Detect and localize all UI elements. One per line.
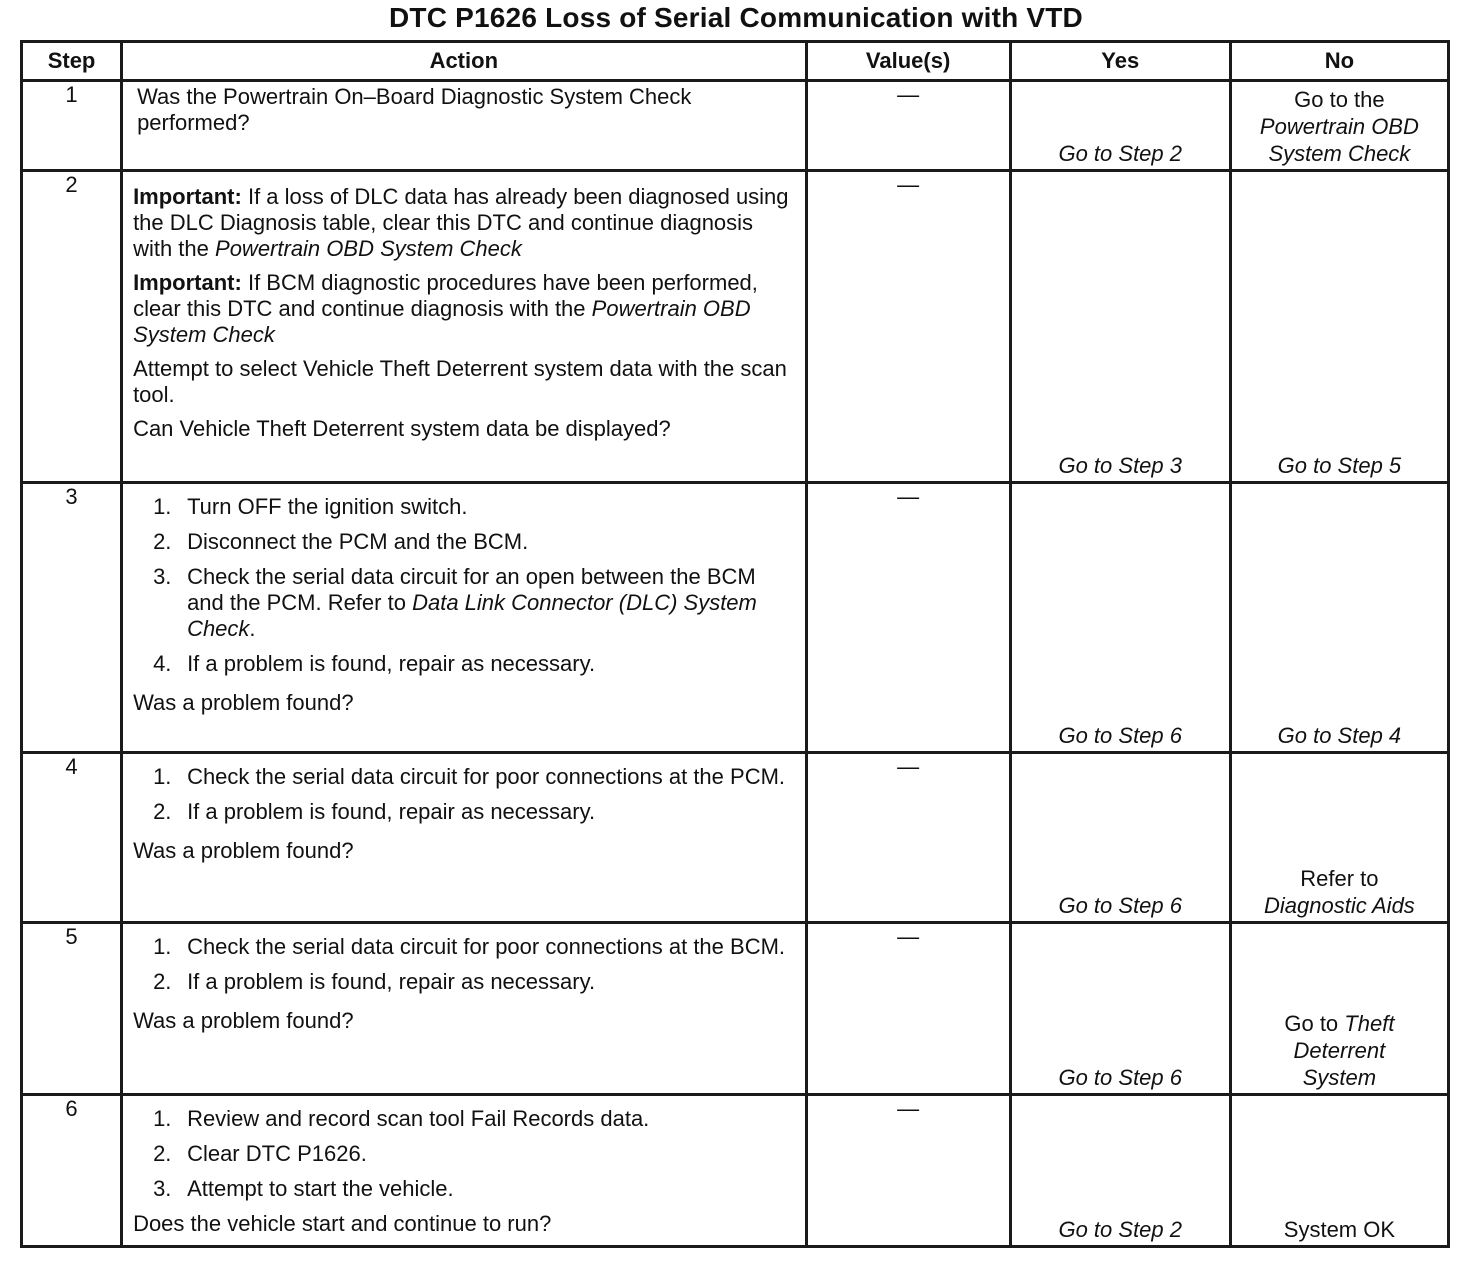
value-dash: — (897, 754, 920, 779)
step-number: 3 (22, 483, 122, 753)
step-number: 5 (22, 923, 122, 1095)
important-ref: Powertrain OBD System Check (133, 296, 751, 347)
yes-cell (1010, 1095, 1230, 1247)
header-action: Action (122, 42, 806, 81)
value-dash: — (897, 1096, 920, 1121)
yes-cell (1010, 81, 1230, 171)
procedure-list (133, 934, 794, 1004)
yes-result: Go to Step 2 (1058, 141, 1182, 166)
action-cell (122, 1095, 806, 1247)
no-cell (1230, 171, 1448, 483)
yes-cell (1010, 923, 1230, 1095)
yes-cell (1010, 483, 1230, 753)
no-result (1232, 86, 1447, 167)
table-row-step-6 (22, 1095, 1449, 1247)
no-cell (1230, 483, 1448, 753)
no-cell (1230, 81, 1448, 171)
instruction-text: Attempt to select Vehicle Theft Deterrent system data with the scan tool. (133, 356, 787, 407)
step-number: 4 (22, 753, 122, 923)
table-row-step-4 (22, 753, 1449, 923)
action-cell (122, 753, 806, 923)
no-result: System OK (1283, 1217, 1396, 1242)
procedure-list (133, 1106, 794, 1211)
diagnostic-table (20, 40, 1450, 1248)
action-question: Was the Powertrain On–Board Diagnostic System Check performed? (137, 84, 692, 135)
yes-result: Go to Step 6 (1058, 1065, 1182, 1090)
list-item: 1. Turn OFF the ignition switch. (153, 494, 468, 519)
table-row-step-1 (22, 81, 1449, 171)
no-result-ref: Powertrain OBD System Check (1259, 114, 1419, 166)
step-number: 2 (22, 171, 122, 483)
action-question: Can Vehicle Theft Deterrent system data be displayed? (133, 416, 671, 441)
header-no: No (1230, 42, 1448, 81)
list-item: 3. Attempt to start the vehicle. (153, 1176, 454, 1201)
yes-result: Go to Step 3 (1058, 453, 1182, 478)
value-dash: — (897, 172, 920, 197)
action-question: Was a problem found? (133, 1008, 354, 1033)
table-row-step-5 (22, 923, 1449, 1095)
no-cell (1230, 923, 1448, 1095)
step-number: 6 (22, 1095, 122, 1247)
important-text: If a loss of DLC data has already been diagnosed using the DLC Diagnosis table, clear this DTC and continue diagnosis with the (133, 184, 789, 261)
value-cell (806, 171, 1010, 483)
yes-result: Go to Step 2 (1058, 1217, 1182, 1242)
table-row-step-3 (22, 483, 1449, 753)
value-cell (806, 753, 1010, 923)
yes-result: Go to Step 6 (1058, 893, 1182, 918)
no-result-prefix: Go to (1284, 1011, 1339, 1036)
value-cell (806, 923, 1010, 1095)
procedure-list (133, 494, 794, 686)
header-row (22, 42, 1449, 81)
header-step: Step (22, 42, 122, 81)
list-item: 2. If a problem is found, repair as necessary. (153, 799, 596, 824)
important-ref: Powertrain OBD System Check (215, 236, 522, 261)
list-item: 1. Check the serial data circuit for poor connections at the BCM. (153, 934, 786, 959)
header-values: Value(s) (806, 42, 1010, 81)
important-note-2 (133, 270, 794, 348)
action-cell (122, 81, 806, 171)
value-cell (806, 81, 1010, 171)
list-item: 1. Check the serial data circuit for poor connections at the PCM. (153, 764, 786, 789)
no-result-ref: Theft Deterrent System (1293, 1011, 1395, 1090)
list-item: 2. Clear DTC P1626. (153, 1141, 367, 1166)
important-label: Important: (133, 184, 242, 209)
action-cell (122, 171, 806, 483)
list-item: 2. Disconnect the PCM and the BCM. (153, 529, 529, 554)
action-question: Was a problem found? (133, 838, 354, 863)
header-yes: Yes (1010, 42, 1230, 81)
no-result-ref: Diagnostic Aids (1264, 893, 1415, 918)
step-number: 1 (22, 81, 122, 171)
list-item: 1. Review and record scan tool Fail Records data. (153, 1106, 650, 1131)
list-item: 2. If a problem is found, repair as necessary. (153, 969, 596, 994)
action-cell (122, 923, 806, 1095)
no-result (1232, 1010, 1447, 1091)
important-note-1 (133, 184, 794, 262)
yes-cell (1010, 171, 1230, 483)
action-question: Was a problem found? (133, 690, 354, 715)
list-item: 4. If a problem is found, repair as necessary. (153, 651, 596, 676)
value-dash: — (897, 924, 920, 949)
no-result-line1: Go to the (1294, 87, 1385, 112)
no-result-line1: Refer to (1300, 866, 1379, 891)
value-dash: — (897, 484, 920, 509)
table-row-step-2 (22, 171, 1449, 483)
procedure-list (133, 764, 794, 834)
list-item: 3. Check the serial data circuit for an open between the BCM and the PCM. Refer to Data Link Connector (DLC) System Check. (153, 564, 757, 641)
no-cell (1230, 753, 1448, 923)
no-cell (1230, 1095, 1448, 1247)
reference-link: Data Link Connector (DLC) System Check (187, 590, 757, 641)
important-label: Important: (133, 270, 242, 295)
value-cell (806, 1095, 1010, 1247)
no-result: Go to Step 5 (1277, 453, 1402, 478)
value-dash: — (897, 82, 920, 107)
no-result (1232, 865, 1447, 919)
no-result: Go to Step 4 (1277, 723, 1402, 748)
important-text: If BCM diagnostic procedures have been performed, clear this DTC and continue diagnosis with the (133, 270, 758, 321)
action-question: Does the vehicle start and continue to run? (133, 1211, 552, 1236)
yes-cell (1010, 753, 1230, 923)
value-cell (806, 483, 1010, 753)
action-cell (122, 483, 806, 753)
yes-result: Go to Step 6 (1058, 723, 1182, 748)
page-title: DTC P1626 Loss of Serial Communication with VTD (389, 2, 1083, 33)
